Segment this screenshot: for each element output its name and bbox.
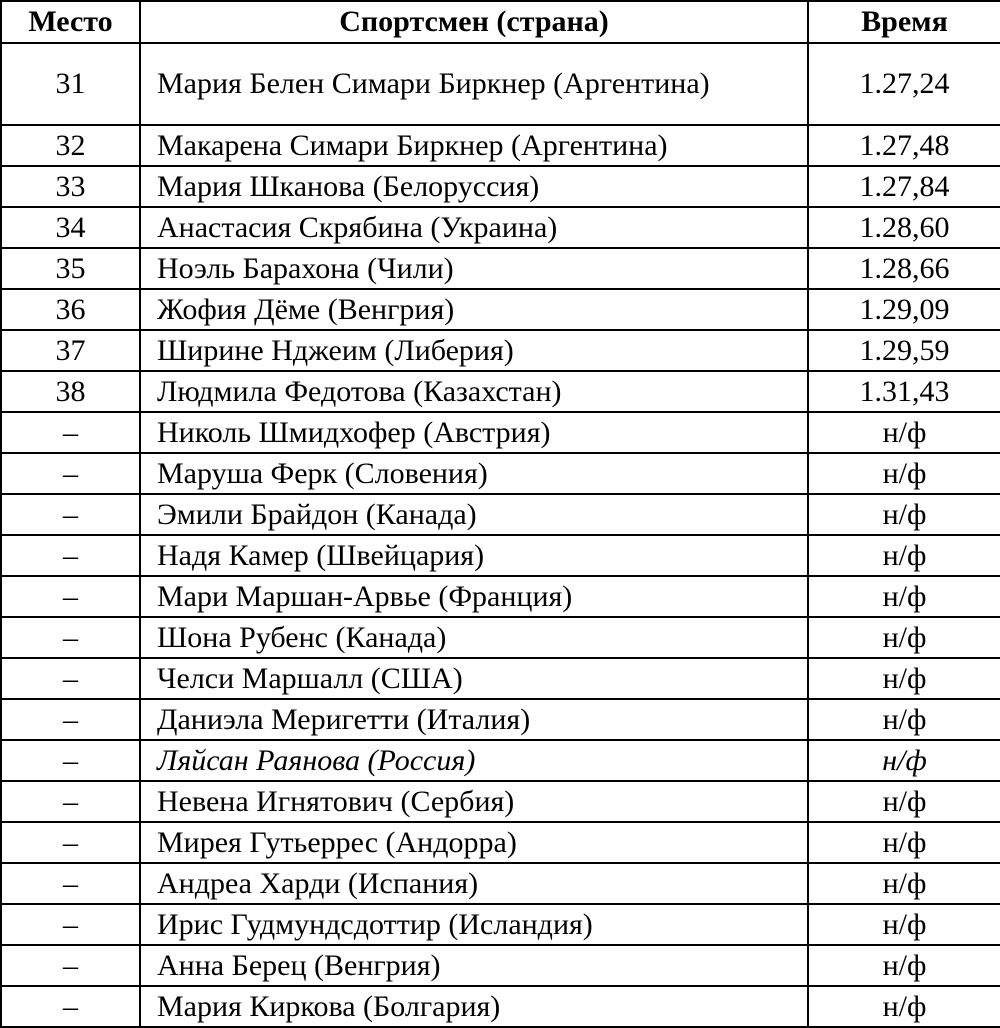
cell-place: 38 [1,371,140,412]
header-time: Время [808,1,1000,43]
cell-place: – [1,740,140,781]
cell-time: 1.27,84 [808,166,1000,207]
cell-time: 1.31,43 [808,371,1000,412]
cell-time: 1.27,48 [808,125,1000,166]
table-row [1,535,1000,576]
cell-place: – [1,412,140,453]
cell-time: н/ф [808,535,1000,576]
table-row [1,453,1000,494]
table-row [1,781,1000,822]
cell-place: – [1,904,140,945]
cell-time: н/ф [808,494,1000,535]
cell-place: 34 [1,207,140,248]
cell-athlete: Мария Белен Симари Биркнер (Аргентина) [140,43,808,125]
cell-time: н/ф [808,863,1000,904]
cell-time: 1.27,24 [808,43,1000,125]
table-row [1,822,1000,863]
cell-time: н/ф [808,986,1000,1027]
cell-athlete: Ляйсан Раянова (Россия) [140,740,808,781]
cell-place: – [1,863,140,904]
cell-time: 1.28,66 [808,248,1000,289]
table-row [1,289,1000,330]
table-row [1,699,1000,740]
cell-time: н/ф [808,822,1000,863]
table-row [1,904,1000,945]
cell-place: 36 [1,289,140,330]
table-row [1,576,1000,617]
cell-athlete: Ирис Гудмундсдоттир (Исландия) [140,904,808,945]
cell-athlete: Надя Камер (Швейцария) [140,535,808,576]
cell-time: н/ф [808,904,1000,945]
cell-athlete: Мария Шканова (Белоруссия) [140,166,808,207]
cell-time: н/ф [808,781,1000,822]
cell-time: н/ф [808,412,1000,453]
cell-athlete: Ноэль Барахона (Чили) [140,248,808,289]
cell-time: н/ф [808,576,1000,617]
table-row [1,945,1000,986]
cell-athlete: Мари Маршан-Арвье (Франция) [140,576,808,617]
cell-place: 31 [1,43,140,125]
table-row [1,166,1000,207]
cell-athlete: Эмили Брайдон (Канада) [140,494,808,535]
cell-place: – [1,658,140,699]
table-row [1,494,1000,535]
table-row [1,371,1000,412]
cell-time: 1.28,60 [808,207,1000,248]
table-row [1,43,1000,125]
cell-place: – [1,822,140,863]
cell-place: 32 [1,125,140,166]
cell-athlete: Жофия Дёме (Венгрия) [140,289,808,330]
table-row [1,248,1000,289]
table-row [1,986,1000,1027]
cell-time: н/ф [808,658,1000,699]
cell-place: – [1,986,140,1027]
cell-place: 37 [1,330,140,371]
cell-athlete: Мария Киркова (Болгария) [140,986,808,1027]
table-row [1,617,1000,658]
cell-athlete: Андреа Харди (Испания) [140,863,808,904]
cell-time: 1.29,09 [808,289,1000,330]
cell-place: 35 [1,248,140,289]
cell-place: – [1,576,140,617]
cell-athlete: Николь Шмидхофер (Австрия) [140,412,808,453]
cell-place: – [1,699,140,740]
cell-place: – [1,453,140,494]
cell-athlete: Шона Рубенс (Канада) [140,617,808,658]
cell-time: н/ф [808,945,1000,986]
cell-athlete: Челси Маршалл (США) [140,658,808,699]
cell-athlete: Анна Берец (Венгрия) [140,945,808,986]
cell-time: 1.29,59 [808,330,1000,371]
cell-athlete: Макарена Симари Биркнер (Аргентина) [140,125,808,166]
table-row [1,658,1000,699]
cell-place: – [1,945,140,986]
cell-place: 33 [1,166,140,207]
cell-athlete: Маруша Ферк (Словения) [140,453,808,494]
cell-athlete: Невена Игнятович (Сербия) [140,781,808,822]
table-row [1,863,1000,904]
cell-time: н/ф [808,453,1000,494]
cell-athlete: Мирея Гутьеррес (Андорра) [140,822,808,863]
cell-place: – [1,494,140,535]
header-athlete: Спортсмен (страна) [140,1,808,43]
cell-athlete: Анастасия Скрябина (Украина) [140,207,808,248]
cell-time: н/ф [808,740,1000,781]
cell-place: – [1,617,140,658]
table-row [1,125,1000,166]
header-row [1,1,1000,43]
cell-place: – [1,781,140,822]
cell-time: н/ф [808,617,1000,658]
cell-place: – [1,535,140,576]
table-row [1,740,1000,781]
header-place: Место [1,1,140,43]
cell-athlete: Даниэла Меригетти (Италия) [140,699,808,740]
table-row [1,207,1000,248]
table-row [1,412,1000,453]
cell-athlete: Людмила Федотова (Казахстан) [140,371,808,412]
cell-time: н/ф [808,699,1000,740]
cell-athlete: Ширине Нджеим (Либерия) [140,330,808,371]
table-row [1,330,1000,371]
